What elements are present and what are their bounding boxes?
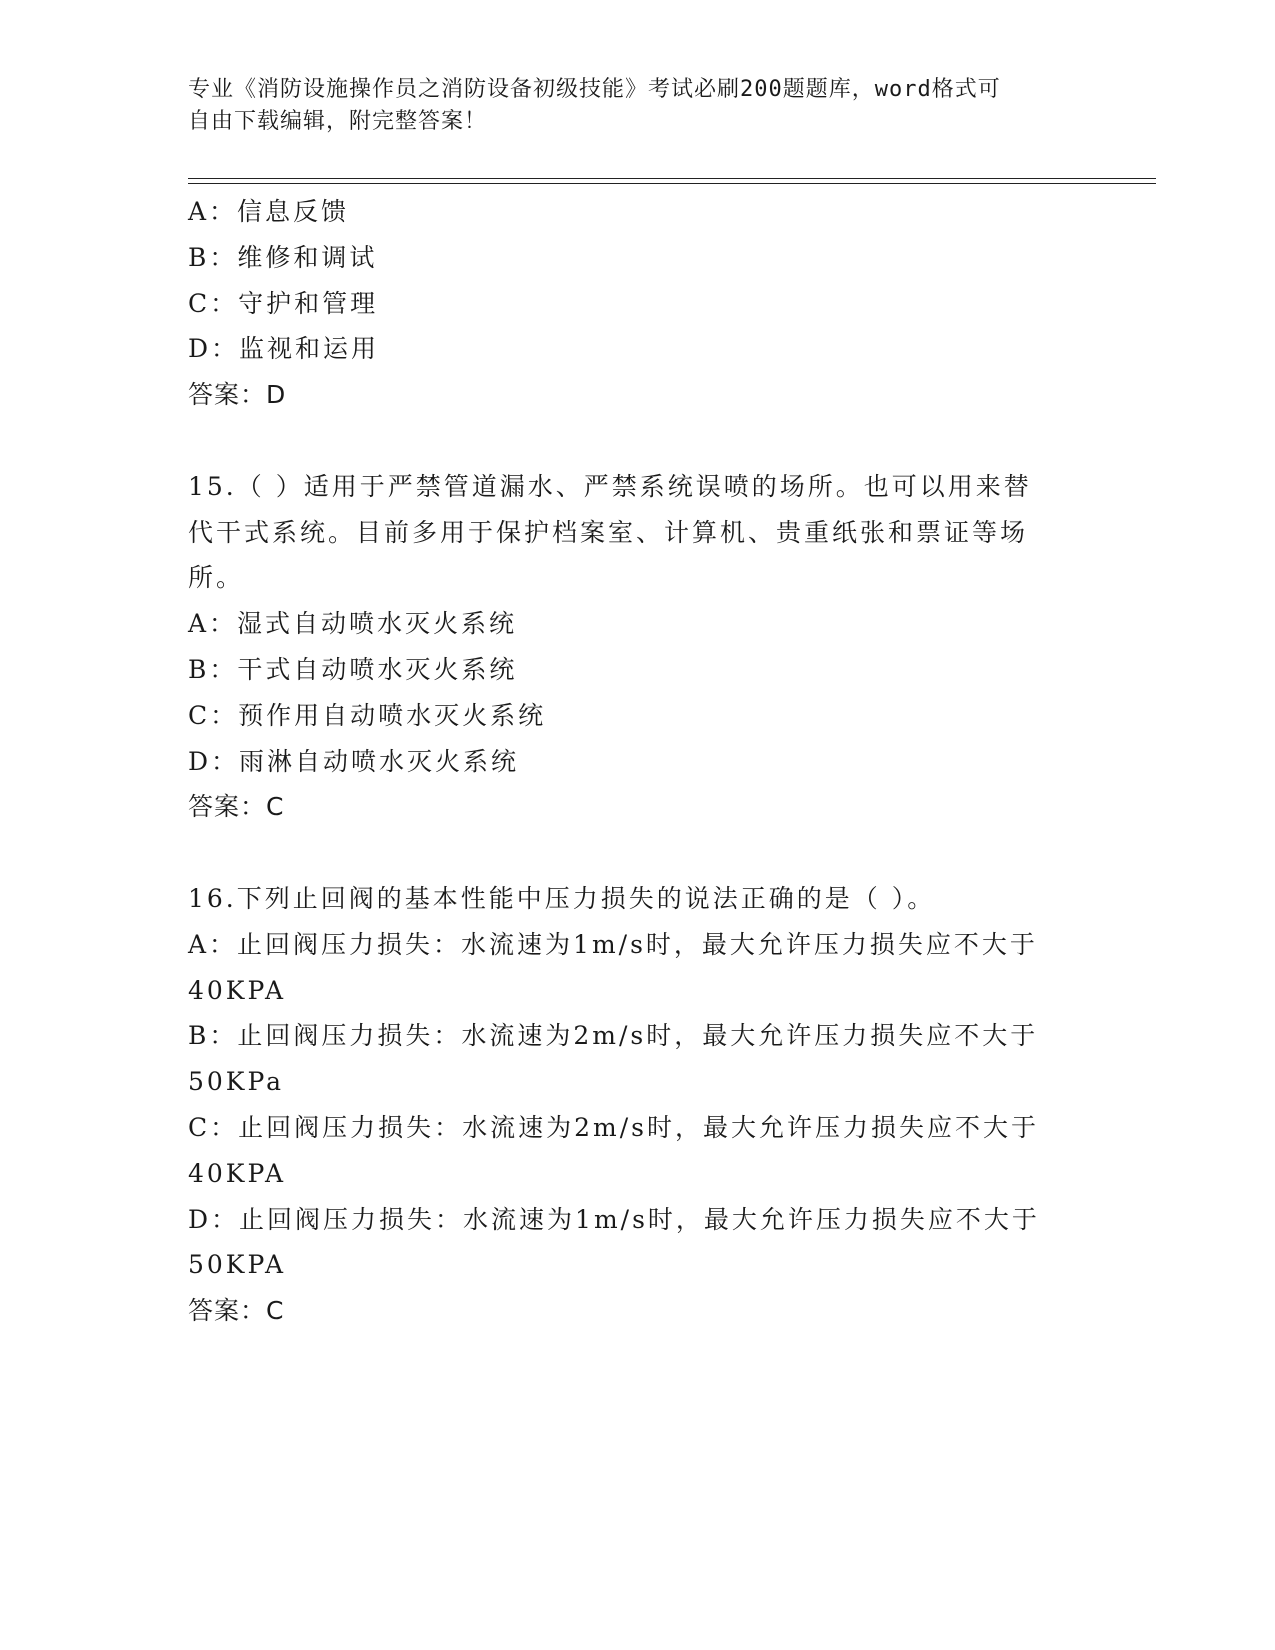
option-c-line-2: 40KPA [188,1158,287,1188]
document-header [188,74,1088,138]
document-body [188,189,1088,1334]
option-a: A：信息反馈 [188,197,350,226]
option-a-line-2: 40KPA [188,975,287,1005]
header-line-2: 自由下载编辑，附完整答案！ [188,109,488,134]
option-d: D：雨淋自动喷水灭火系统 [188,746,520,776]
option-d: D：监视和运用 [188,334,380,364]
answer-line: 答案：D [188,380,287,410]
header-divider-top [188,178,1156,179]
option-a-line-1: A：止回阀压力损失：水流速为1m/s时，最大允许压力损失应不大于 [188,929,1038,959]
option-b-line-1: B：止回阀压力损失：水流速为2m/s时，最大允许压力损失应不大于 [188,1021,1039,1051]
option-b-line-2: 50KPa [188,1067,285,1097]
stem-line-1: 16.下列止回阀的基本性能中压力损失的说法正确的是（ ）。 [188,883,936,913]
option-b: B：维修和调试 [188,242,378,272]
question-16-block [188,876,1088,1334]
option-c-line-1: C：止回阀压力损失：水流速为2m/s时，最大允许压力损失应不大于 [188,1112,1039,1142]
question-stem [188,464,1088,601]
answer-line: 答案：C [188,792,285,822]
option-c: C：守护和管理 [188,288,379,318]
option-b: B：干式自动喷水灭火系统 [188,654,518,684]
question-14-block [188,189,1088,418]
header-line-1: 专业《消防设施操作员之消防设备初级技能》考试必刷200题题库，word格式可 [188,77,1001,102]
option-c: C：预作用自动喷水灭火系统 [188,700,547,730]
question-stem [188,876,1088,922]
option-a: A：湿式自动喷水灭火系统 [188,609,518,639]
spacer [188,418,1088,464]
stem-line-3: 所。 [188,563,245,593]
answer-line: 答案：C [188,1296,285,1326]
option-d-line-2: 50KPA [188,1250,287,1280]
stem-line-1: 15.（ ）适用于严禁管道漏水、严禁系统误喷的场所。也可以用来替 [188,471,1032,501]
stem-line-2: 代干式系统。目前多用于保护档案室、计算机、贵重纸张和票证等场 [188,517,1029,547]
question-15-block [188,464,1088,830]
spacer [188,830,1088,876]
option-d-line-1: D：止回阀压力损失：水流速为1m/s时，最大允许压力损失应不大于 [188,1204,1040,1234]
header-divider-bottom [188,183,1156,184]
